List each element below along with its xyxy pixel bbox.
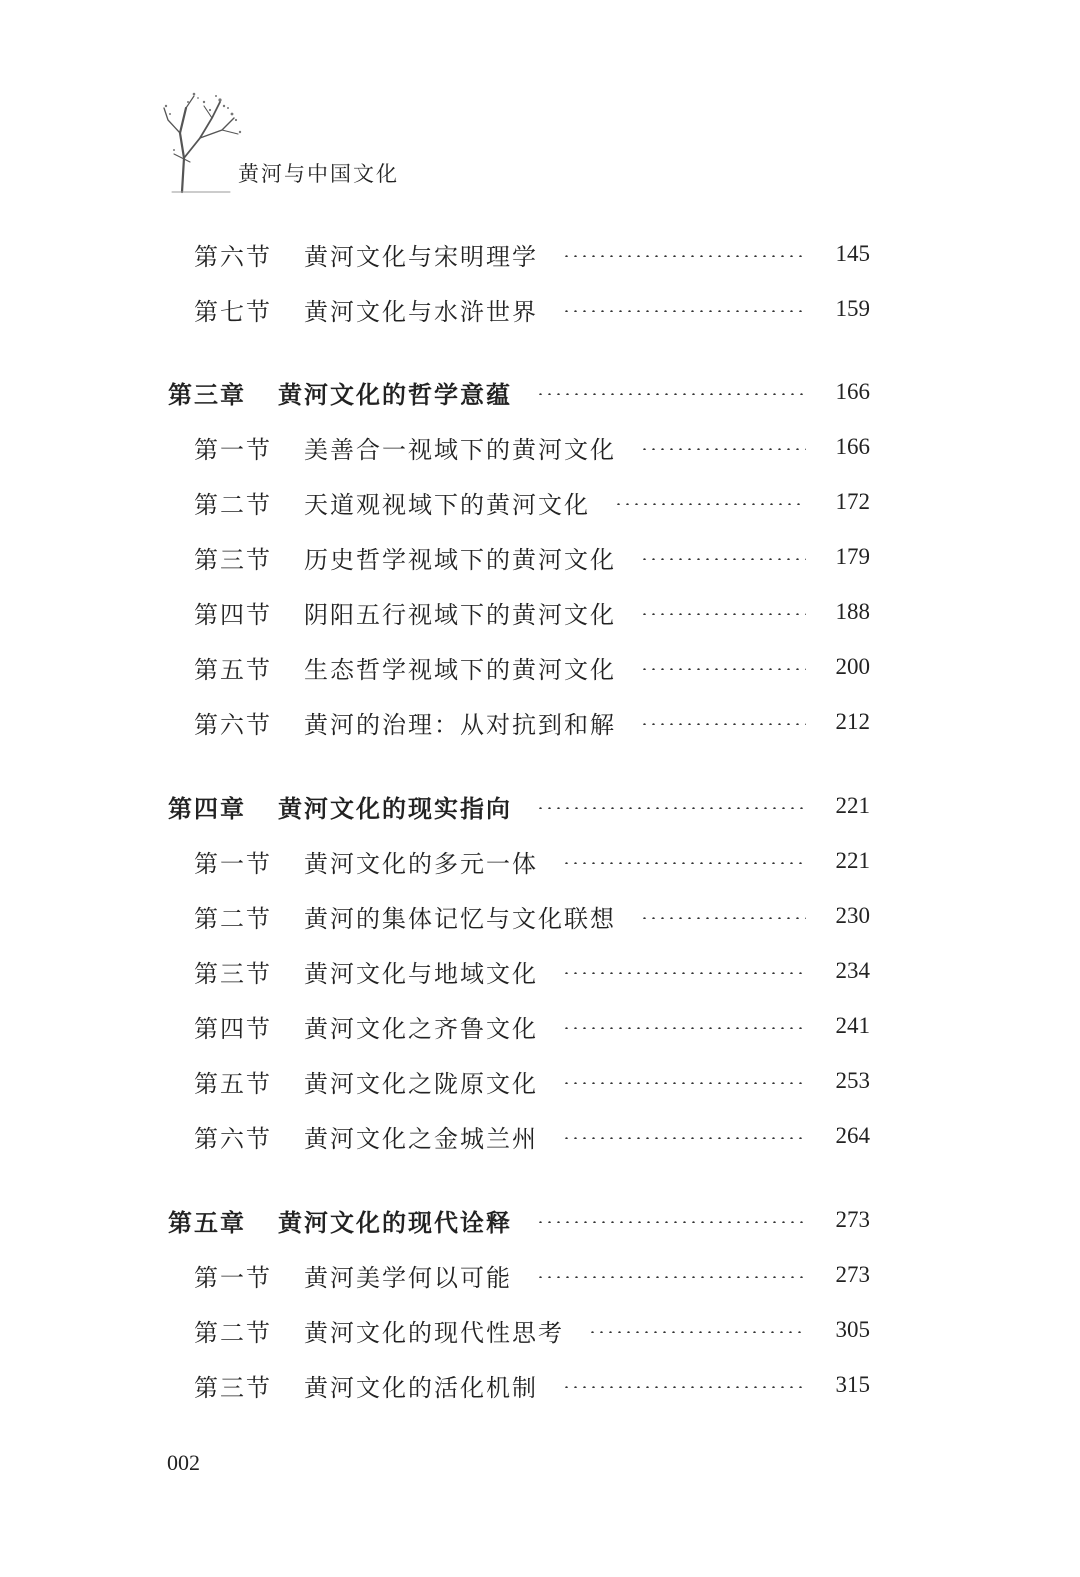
toc-section-row bbox=[0, 482, 1080, 522]
toc-entry-number: 第六节 bbox=[194, 1124, 272, 1153]
toc-entry-title: 黄河美学何以可能 bbox=[304, 1263, 512, 1292]
toc-entry-page: 264 bbox=[835, 1123, 870, 1148]
toc-section-row bbox=[0, 537, 1080, 577]
toc-entry-page: 212 bbox=[835, 709, 870, 734]
dot-leader bbox=[614, 503, 806, 505]
toc-entry-number: 第一节 bbox=[194, 849, 272, 878]
toc-entry-title: 黄河文化的多元一体 bbox=[304, 849, 538, 878]
toc-entry-page: 305 bbox=[835, 1317, 870, 1342]
toc-entry-title: 黄河文化之齐鲁文化 bbox=[304, 1014, 538, 1043]
dot-leader bbox=[588, 1331, 806, 1333]
toc-entry-title: 黄河文化与地域文化 bbox=[304, 959, 538, 988]
toc-entry-number: 第六节 bbox=[194, 242, 272, 271]
dot-leader bbox=[640, 917, 806, 919]
toc-entry-label bbox=[194, 954, 538, 989]
toc-entry-number: 第五节 bbox=[194, 1069, 272, 1098]
tree-sketch-icon bbox=[160, 88, 250, 196]
toc-entry-page: 253 bbox=[835, 1068, 870, 1093]
toc-entry-number: 第一节 bbox=[194, 435, 272, 464]
toc-entry-label bbox=[194, 705, 616, 740]
toc-entry-label bbox=[168, 375, 512, 410]
toc-section-row bbox=[0, 702, 1080, 742]
toc-entry-title: 美善合一视域下的黄河文化 bbox=[304, 435, 616, 464]
toc-entry-label bbox=[194, 485, 590, 520]
toc-entry-label bbox=[194, 1119, 538, 1154]
toc-chapter-row bbox=[0, 372, 1080, 412]
dot-leader bbox=[640, 723, 806, 725]
toc-entry-number: 第四节 bbox=[194, 600, 272, 629]
toc-entry-label bbox=[194, 292, 538, 327]
toc-entry-page: 166 bbox=[835, 434, 870, 459]
toc-section-row bbox=[0, 1006, 1080, 1046]
toc-entry-title: 黄河文化的现代性思考 bbox=[304, 1318, 564, 1347]
dot-leader bbox=[640, 668, 806, 670]
toc-entry-label bbox=[194, 430, 616, 465]
toc-entry-page: 188 bbox=[835, 599, 870, 624]
toc-entry-title: 黄河文化之金城兰州 bbox=[304, 1124, 538, 1153]
toc-section-row bbox=[0, 1116, 1080, 1156]
dot-leader bbox=[536, 807, 806, 809]
toc-entry-page: 315 bbox=[835, 1372, 870, 1397]
toc-entry-page: 200 bbox=[835, 654, 870, 679]
toc-entry-label bbox=[194, 1064, 538, 1099]
dot-leader bbox=[640, 448, 806, 450]
toc-entry-label bbox=[168, 1203, 512, 1238]
page-number: 002 bbox=[167, 1450, 200, 1475]
toc-entry-number: 第三节 bbox=[194, 1373, 272, 1402]
toc-entry-title: 生态哲学视域下的黄河文化 bbox=[304, 655, 616, 684]
toc-section-row bbox=[0, 1255, 1080, 1295]
toc-entry-title: 黄河文化之陇原文化 bbox=[304, 1069, 538, 1098]
toc-entry-label bbox=[194, 1258, 512, 1293]
toc-chapter-row bbox=[0, 786, 1080, 826]
toc-entry-number: 第三节 bbox=[194, 545, 272, 574]
toc-section-row bbox=[0, 1310, 1080, 1350]
toc-section-row bbox=[0, 896, 1080, 936]
toc-entry-title: 黄河的治理：从对抗到和解 bbox=[304, 710, 616, 739]
toc-section-row bbox=[0, 592, 1080, 632]
toc-section-row bbox=[0, 841, 1080, 881]
toc-entry-title: 黄河文化的现代诠释 bbox=[278, 1208, 512, 1237]
dot-leader bbox=[536, 1221, 806, 1223]
toc-entry-label bbox=[194, 1368, 538, 1403]
toc-entry-number: 第二节 bbox=[194, 1318, 272, 1347]
toc-section-row bbox=[0, 1365, 1080, 1405]
toc-entry-label bbox=[194, 844, 538, 879]
toc-entry-number: 第五节 bbox=[194, 655, 272, 684]
toc-entry-label bbox=[194, 1313, 564, 1348]
toc-entry-number: 第二节 bbox=[194, 904, 272, 933]
toc-entry-title: 黄河文化与宋明理学 bbox=[304, 242, 538, 271]
toc-entry-label bbox=[194, 595, 616, 630]
toc-entry-number: 第四章 bbox=[168, 794, 246, 823]
toc-section-row bbox=[0, 1061, 1080, 1101]
toc-entry-title: 阴阳五行视域下的黄河文化 bbox=[304, 600, 616, 629]
toc-section-row bbox=[0, 289, 1080, 329]
toc-entry-page: 230 bbox=[835, 903, 870, 928]
toc-entry-page: 179 bbox=[835, 544, 870, 569]
toc-section-row bbox=[0, 951, 1080, 991]
dot-leader bbox=[562, 1027, 806, 1029]
toc-entry-number: 第三节 bbox=[194, 959, 272, 988]
toc-chapter-row bbox=[0, 1200, 1080, 1240]
toc-entry-page: 159 bbox=[835, 296, 870, 321]
dot-leader bbox=[562, 255, 806, 257]
toc-entry-label bbox=[194, 1009, 538, 1044]
running-header bbox=[160, 88, 560, 198]
dot-leader bbox=[640, 613, 806, 615]
dot-leader bbox=[536, 1276, 806, 1278]
toc-entry-number: 第七节 bbox=[194, 297, 272, 326]
toc-section-row bbox=[0, 427, 1080, 467]
toc-section-row bbox=[0, 647, 1080, 687]
toc-entry-number: 第四节 bbox=[194, 1014, 272, 1043]
dot-leader bbox=[562, 1082, 806, 1084]
toc-entry-page: 241 bbox=[835, 1013, 870, 1038]
toc-entry-title: 黄河文化的现实指向 bbox=[278, 794, 512, 823]
toc-entry-page: 273 bbox=[835, 1262, 870, 1287]
toc-entry-title: 历史哲学视域下的黄河文化 bbox=[304, 545, 616, 574]
toc-entry-title: 黄河的集体记忆与文化联想 bbox=[304, 904, 616, 933]
toc-entry-page: 234 bbox=[835, 958, 870, 983]
toc-entry-number: 第三章 bbox=[168, 380, 246, 409]
toc-entry-label bbox=[168, 789, 512, 824]
book-title: 黄河与中国文化 bbox=[238, 162, 399, 186]
toc-entry-number: 第一节 bbox=[194, 1263, 272, 1292]
toc-section-row bbox=[0, 234, 1080, 274]
toc-entry-label bbox=[194, 899, 616, 934]
toc-entry-page: 273 bbox=[835, 1207, 870, 1232]
toc-entry-label bbox=[194, 237, 538, 272]
toc-entry-title: 黄河文化的哲学意蕴 bbox=[278, 380, 512, 409]
toc-entry-page: 221 bbox=[835, 793, 870, 818]
toc-entry-page: 221 bbox=[835, 848, 870, 873]
toc-entry-number: 第五章 bbox=[168, 1208, 246, 1237]
toc-entry-number: 第六节 bbox=[194, 710, 272, 739]
dot-leader bbox=[640, 558, 806, 560]
toc-entry-title: 黄河文化的活化机制 bbox=[304, 1373, 538, 1402]
toc-entry-title: 天道观视域下的黄河文化 bbox=[304, 490, 590, 519]
dot-leader bbox=[562, 862, 806, 864]
toc-entry-title: 黄河文化与水浒世界 bbox=[304, 297, 538, 326]
dot-leader bbox=[536, 393, 806, 395]
dot-leader bbox=[562, 1137, 806, 1139]
toc-entry-page: 166 bbox=[835, 379, 870, 404]
dot-leader bbox=[562, 310, 806, 312]
dot-leader bbox=[562, 972, 806, 974]
toc-entry-label bbox=[194, 540, 616, 575]
toc-entry-page: 172 bbox=[835, 489, 870, 514]
dot-leader bbox=[562, 1386, 806, 1388]
toc-entry-number: 第二节 bbox=[194, 490, 272, 519]
toc-entry-label bbox=[194, 650, 616, 685]
toc-entry-page: 145 bbox=[835, 241, 870, 266]
